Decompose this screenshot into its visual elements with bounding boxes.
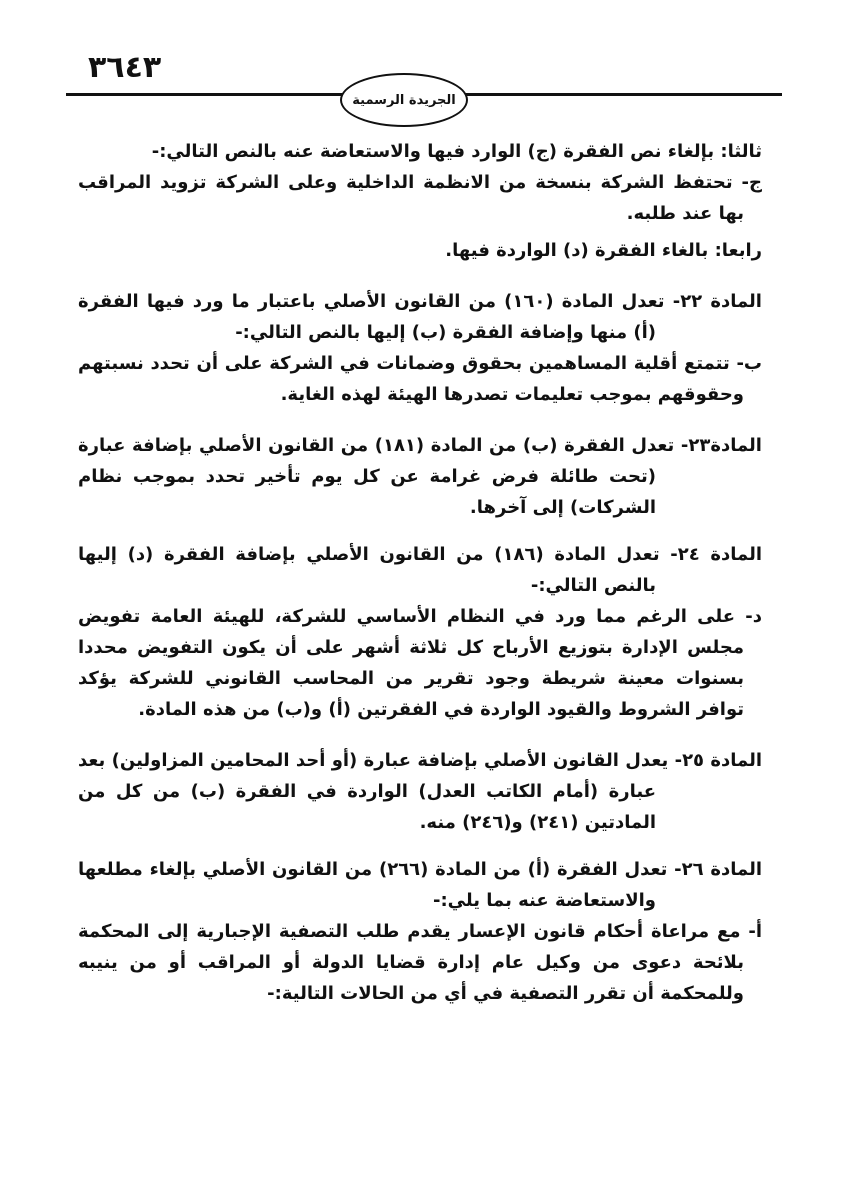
article-23: المادة٢٣- تعدل الفقرة (ب) من المادة (١٨١) من القانون الأصلي بإضافة عبارة (تحت طائلة فرض غرامة عن كل يوم تأخير تحدد بموجب نظام الشركات) إلى آخرها. <box>78 435 762 518</box>
page-number: ٣٦٤٣ <box>88 50 162 85</box>
document-body <box>78 136 762 1009</box>
journal-name-oval <box>340 73 468 127</box>
article-22: المادة ٢٢- تعدل المادة (١٦٠) من القانون الأصلي باعتبار ما ورد فيها الفقرة (أ) منها وإضافة الفقرة (ب) إليها بالنص التالي:- <box>78 291 762 343</box>
spacer <box>78 410 762 430</box>
article-22-b: ب- تتمتع أقلية المساهمين بحقوق وضمانات في الشركة على أن تحدد نسبتهم وحقوقهم بموجب تعليمات تصدرها الهيئة لهذه الغاية. <box>78 353 762 405</box>
spacer <box>78 838 762 854</box>
paragraph-fourth: رابعا: بالغاء الفقرة (د) الواردة فيها. <box>445 240 762 261</box>
spacer <box>78 266 762 286</box>
paragraph-third: ثالثا: بإلغاء نص الفقرة (ج) الوارد فيها والاستعاضة عنه بالنص التالي:- <box>151 141 762 162</box>
paragraph-c: ج- تحتفظ الشركة بنسخة من الانظمة الداخلية وعلى الشركة تزويد المراقب بها عند طلبه. <box>78 172 762 224</box>
article-26-a: أ- مع مراعاة أحكام قانون الإعسار يقدم طلب التصفية الإجبارية إلى المحكمة بلائحة دعوى من وكيل عام إدارة قضايا الدولة أو المراقب أو من ينيبه وللمحكمة أن تقرر التصفية في أي من الحالات التالية:- <box>78 921 762 1004</box>
article-24-d: د- على الرغم مما ورد في النظام الأساسي للشركة، للهيئة العامة تفويض مجلس الإدارة بتوزيع الأرباح كل ثلاثة أشهر على أن يكون التفويض محددا بسنوات معينة شريطة وجود تقرير من المحاسب القانوني للشركة يؤكد توافر الشروط والقيود الواردة في الفقرتين (أ) و(ب) من هذه المادة. <box>78 606 762 720</box>
spacer <box>78 725 762 745</box>
journal-name: الجريدة الرسمية <box>352 92 456 108</box>
article-24: المادة ٢٤- تعدل المادة (١٨٦) من القانون الأصلي بإضافة الفقرة (د) إليها بالنص التالي:- <box>78 544 762 596</box>
spacer <box>78 523 762 539</box>
article-25: المادة ٢٥- يعدل القانون الأصلي بإضافة عبارة (أو أحد المحامين المزاولين) بعد عبارة (أمام الكاتب العدل) الواردة في الفقرة (ب) من كل من المادتين (٢٤١) و(٢٤٦) منه. <box>78 750 763 833</box>
article-26: المادة ٢٦- تعدل الفقرة (أ) من المادة (٢٦٦) من القانون الأصلي بإلغاء مطلعها والاستعاضة عنه بما يلي:- <box>78 859 763 911</box>
